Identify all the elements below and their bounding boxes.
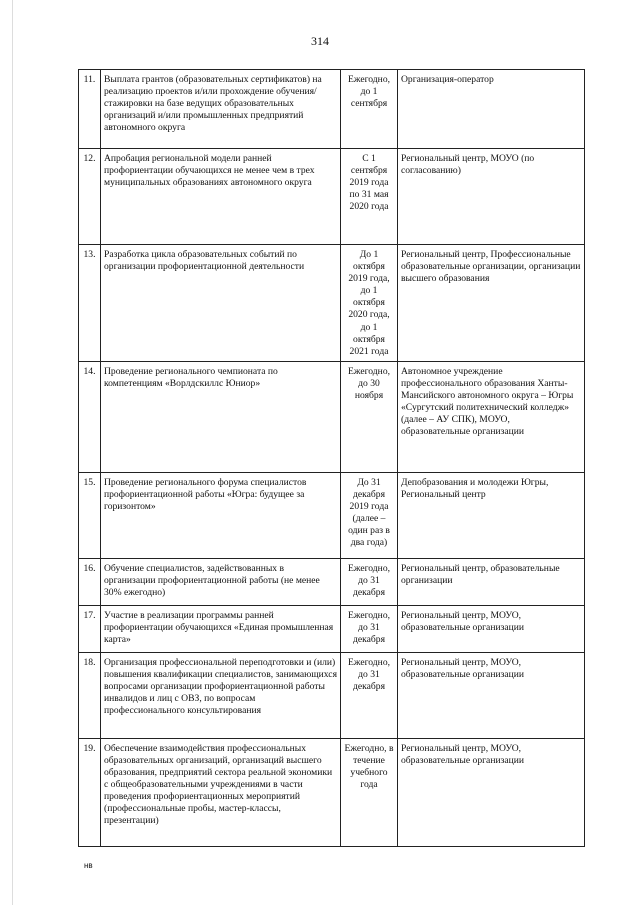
row-term: Ежегодно, до 31 декабря — [341, 605, 398, 652]
measures-table — [78, 69, 585, 847]
table-row — [79, 70, 585, 149]
table-row — [79, 245, 585, 362]
row-term: До 31 декабря 2019 года (далее – один раз в два года) — [341, 472, 398, 558]
row-description: Выплата грантов (образовательных сертификатов) на реализацию проектов и/или прохождение обучения/стажировки на базе ведущих образовательных организаций и/или промышленных предприятий автономного округа — [101, 70, 341, 149]
row-description: Участие в реализации программы ранней профориентации обучающихся «Единая промышленная карта» — [101, 605, 341, 652]
table-row — [79, 472, 585, 558]
row-number: 13. — [79, 245, 101, 362]
row-responsible: Организация-оператор — [398, 70, 585, 149]
row-responsible: Автономное учреждение профессионального образования Ханты-Мансийского автономного округа – Югры «Сургутский политехнический колледж» (далее – АУ СПК), МОУО, образовательные организации — [398, 361, 585, 472]
row-number: 12. — [79, 149, 101, 245]
table-row — [79, 652, 585, 738]
row-term: Ежегодно, в течение учебного года — [341, 738, 398, 846]
row-description: Организация профессиональной переподготовки и (или) повышения квалификации специалистов, занимающихся вопросами организации профориентационной работы инвалидов и лиц с ОВЗ, по вопросам профессионального консультирования — [101, 652, 341, 738]
row-responsible: Региональный центр, МОУО, образовательные организации — [398, 738, 585, 846]
row-term: Ежегодно, до 31 декабря — [341, 558, 398, 605]
row-responsible: Региональный центр, МОУО, образовательные организации — [398, 652, 585, 738]
page-number: 314 — [311, 34, 329, 48]
row-description: Проведение регионального форума специалистов профориентационной работы «Югра: будущее за горизонтом» — [101, 472, 341, 558]
row-responsible: Региональный центр, МОУО, образовательные организации — [398, 605, 585, 652]
row-responsible: Региональный центр, МОУО (по согласованию) — [398, 149, 585, 245]
table-row — [79, 149, 585, 245]
row-number: 14. — [79, 361, 101, 472]
row-term: До 1 октября 2019 года, до 1 октября 2020 года, до 1 октября 2021 года — [341, 245, 398, 362]
row-term: С 1 сентября 2019 года по 31 мая 2020 года — [341, 149, 398, 245]
row-responsible: Депобразования и молодежи Югры, Региональный центр — [398, 472, 585, 558]
row-description: Проведение регионального чемпионата по компетенциям «Ворлдскиллс Юниор» — [101, 361, 341, 472]
row-responsible: Региональный центр, Профессиональные образовательные организации, организации высшего образования — [398, 245, 585, 362]
row-term: Ежегодно, до 30 ноября — [341, 361, 398, 472]
row-description: Разработка цикла образовательных событий по организации профориентационной деятельности — [101, 245, 341, 362]
table-row — [79, 361, 585, 472]
row-number: 16. — [79, 558, 101, 605]
table-row — [79, 738, 585, 846]
row-number: 18. — [79, 652, 101, 738]
footer-mark: нв — [84, 861, 93, 870]
row-term: Ежегодно, до 31 декабря — [341, 652, 398, 738]
row-number: 15. — [79, 472, 101, 558]
row-description: Апробация региональной модели ранней профориентации обучающихся не менее чем в трех муниципальных образованиях автономного округа — [101, 149, 341, 245]
table-row — [79, 558, 585, 605]
scan-edge — [12, 0, 13, 905]
row-description: Обеспечение взаимодействия профессиональных образовательных организаций, организаций высшего образования, предприятий сектора реальной экономики с общеобразовательными учреждениями в части проведения профориентационных мероприятий (профессиональные пробы, мастер-классы, презентации) — [101, 738, 341, 846]
row-number: 17. — [79, 605, 101, 652]
row-term: Ежегодно, до 1 сентября — [341, 70, 398, 149]
row-responsible: Региональный центр, образовательные организации — [398, 558, 585, 605]
row-number: 19. — [79, 738, 101, 846]
row-number: 11. — [79, 70, 101, 149]
table-row — [79, 605, 585, 652]
row-description: Обучение специалистов, задействованных в организации профориентационной работы (не менее 30% ежегодно) — [101, 558, 341, 605]
